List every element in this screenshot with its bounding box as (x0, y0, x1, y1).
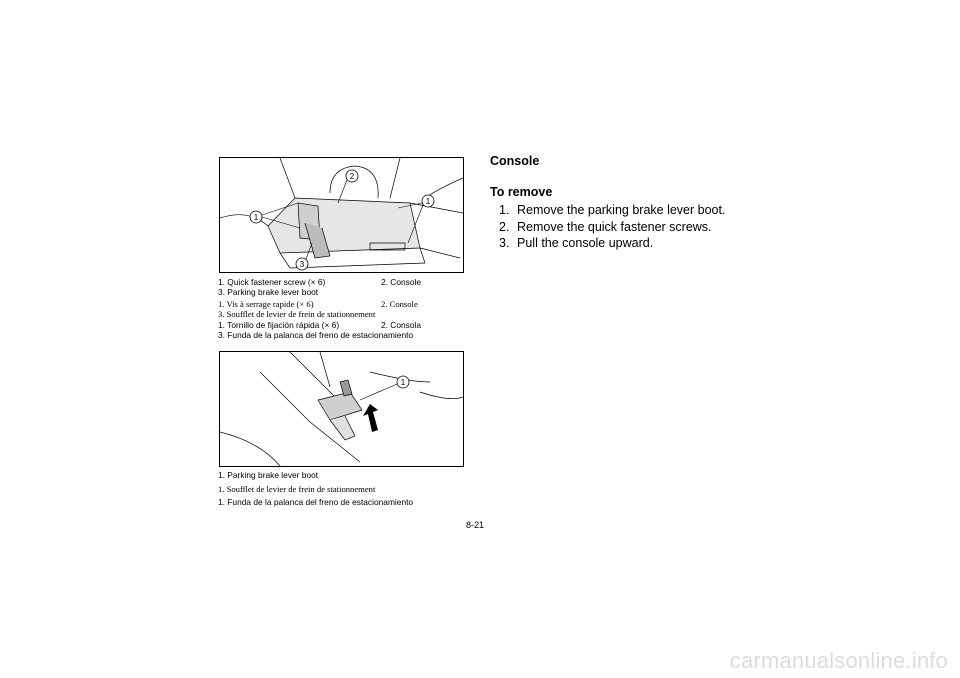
brake-boot-drawing (220, 352, 463, 466)
figure1-caption-english: 1. Quick fastener screw (× 6) 2. Console 3. Parking brake lever boot (218, 277, 422, 297)
callout-1-right: 1 (425, 197, 431, 206)
page-number: 8-21 (466, 520, 485, 530)
figure1-caption-french: 1. Vis à serrage rapide (× 6) 2. Console 3. Soufflet de levier de frein de stationnement (218, 299, 418, 319)
figure2-caption-english: 1. Parking brake lever boot (218, 470, 319, 480)
watermark: carmanualsonline.info (729, 648, 948, 673)
console-drawing (220, 158, 463, 272)
callout-3: 3 (299, 260, 305, 269)
callout-1: 1 (400, 378, 406, 387)
figure1-caption-spanish: 1. Tornillo de fijación rápida (× 6) 2. Consola 3. Funda de la palanca del freno de estacionamiento (218, 320, 422, 340)
figure2-caption-french: 1. Soufflet de levier de frein de stationnement (218, 484, 376, 494)
parking-brake-boot-illustration (219, 351, 464, 467)
list-item: 3. Pull the console upward. (499, 236, 654, 250)
subheading: To remove (490, 185, 553, 199)
steps-list (499, 202, 725, 252)
callout-2: 2 (349, 172, 355, 181)
figure2-caption-spanish: 1. Funda de la palanca del freno de estacionamiento (218, 497, 414, 507)
section-title: Console (490, 154, 540, 168)
console-illustration (219, 157, 464, 273)
list-item: 1. Remove the parking brake lever boot. (499, 203, 726, 217)
callout-1-left: 1 (253, 213, 259, 222)
list-item: 2. Remove the quick fastener screws. (499, 219, 712, 234)
